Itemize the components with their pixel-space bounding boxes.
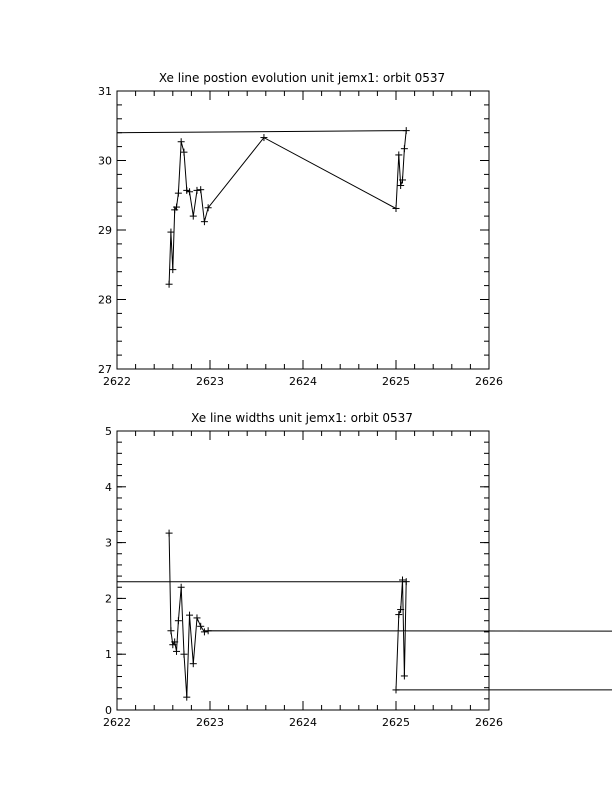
widths-y-tick-label: 2 <box>105 592 112 606</box>
position-y-tick-label: 30 <box>98 154 112 168</box>
position-y-tick-label: 27 <box>98 363 112 376</box>
position-chart-title: Xe line postion evolution unit jemx1: orbit 0537 <box>158 71 446 85</box>
position-x-tick-label: 2624 <box>289 375 317 388</box>
widths-y-tick-label: 1 <box>105 648 112 662</box>
widths-y-tick-label: 5 <box>105 425 112 438</box>
position-y-tick-label: 29 <box>98 224 112 237</box>
position-x-tick-label: 2623 <box>196 375 224 388</box>
position-y-tick-label: 31 <box>98 85 112 98</box>
position-y-tick-label: 28 <box>98 293 112 307</box>
position-x-tick-label: 2625 <box>382 375 410 388</box>
widths-x-tick-label: 2626 <box>475 716 503 729</box>
position-x-tick-label: 2626 <box>475 375 503 388</box>
widths-x-tick-label: 2623 <box>196 716 224 729</box>
widths-y-tick-label: 4 <box>105 480 112 494</box>
position-x-tick-label: 2622 <box>103 375 131 388</box>
widths-y-tick-label: 0 <box>105 704 112 717</box>
widths-x-tick-label: 2624 <box>289 716 317 729</box>
widths-x-tick-label: 2625 <box>382 716 410 729</box>
widths-y-tick-label: 3 <box>105 536 112 550</box>
widths-chart-title: Xe line widths unit jemx1: orbit 0537 <box>191 411 413 425</box>
widths-x-tick-label: 2622 <box>103 716 131 729</box>
